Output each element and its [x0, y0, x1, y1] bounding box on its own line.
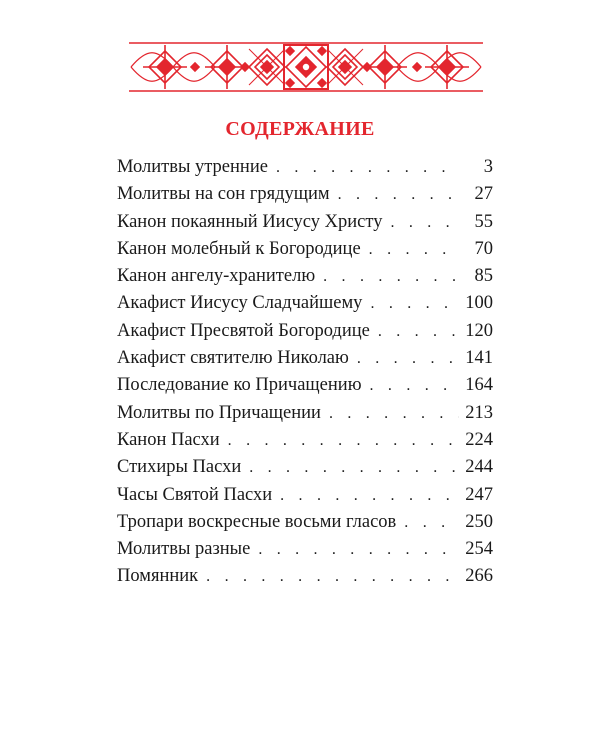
toc-entry-title: Помянник: [117, 566, 199, 587]
toc-entry-title: Акафист Пресвятой Богородице: [117, 320, 370, 341]
toc-entry: [117, 509, 493, 536]
toc-leader-dots: [276, 154, 459, 181]
toc-entry-page: 141: [465, 348, 493, 369]
toc-entry-page: 244: [465, 457, 493, 478]
toc-entry: [117, 209, 493, 236]
toc-leader-dots: [329, 400, 459, 427]
toc-entry: [117, 290, 493, 317]
toc-entry: [117, 427, 493, 454]
toc-entry: [117, 236, 493, 263]
toc-entry-page: 266: [465, 566, 493, 587]
toc-entry-title: Молитвы утренние: [117, 157, 268, 177]
toc-entry-title: Тропари воскресные восьми гласов: [117, 511, 397, 532]
toc-entry: [117, 563, 493, 590]
toc-entry-page: 3: [483, 157, 493, 177]
toc-leader-dots: [323, 263, 459, 290]
folk-ornament-border-icon: [127, 40, 485, 94]
toc-entry: [117, 318, 493, 345]
toc-entry: [117, 154, 493, 181]
toc-entry-page: 254: [465, 539, 493, 560]
toc-entry-page: 27: [474, 184, 493, 205]
toc-entry: [117, 263, 493, 290]
toc-entry-page: 120: [465, 320, 493, 341]
toc-leader-dots: [249, 454, 459, 481]
toc-leader-dots: [206, 563, 459, 590]
toc-entry-title: Канон Пасхи: [117, 429, 220, 450]
table-of-contents: [117, 154, 493, 591]
toc-leader-dots: [370, 372, 459, 399]
toc-entry-title: Акафист святителю Николаю: [117, 348, 349, 369]
toc-entry-title: Канон молебный к Богородице: [117, 238, 361, 259]
toc-entry-title: Канон покаянный Иисусу Христу: [117, 211, 383, 232]
toc-leader-dots: [370, 290, 459, 317]
toc-entry: [117, 454, 493, 481]
toc-leader-dots: [404, 509, 459, 536]
toc-leader-dots: [378, 318, 459, 345]
toc-entry: [117, 536, 493, 563]
toc-entry-title: Молитвы разные: [117, 539, 251, 560]
toc-entry-title: Стихиры Пасхи: [117, 457, 242, 478]
toc-entry: [117, 372, 493, 399]
toc-entry-title: Последование ко Причащению: [117, 375, 362, 396]
toc-entry-page: 164: [465, 375, 493, 396]
toc-leader-dots: [228, 427, 459, 454]
toc-leader-dots: [258, 536, 459, 563]
toc-entry-page: 70: [474, 238, 493, 259]
toc-leader-dots: [390, 209, 459, 236]
toc-entry: [117, 181, 493, 208]
toc-leader-dots: [338, 181, 459, 208]
toc-entry-page: 224: [465, 429, 493, 450]
toc-entry-title: Канон ангелу-хранителю: [117, 266, 316, 287]
toc-entry: [117, 400, 493, 427]
toc-leader-dots: [280, 482, 459, 509]
toc-leader-dots: [357, 345, 459, 372]
toc-entry-title: Молитвы на сон грядущим: [117, 184, 330, 205]
toc-entry-title: Часы Святой Пасхи: [117, 484, 273, 505]
toc-leader-dots: [369, 236, 459, 263]
toc-entry: [117, 482, 493, 509]
toc-entry-page: 100: [465, 293, 493, 314]
toc-entry-page: 55: [474, 211, 493, 232]
toc-entry-page: 85: [474, 266, 493, 287]
contents-heading: СОДЕРЖАНИЕ: [225, 118, 375, 140]
toc-entry-page: 247: [465, 484, 493, 505]
toc-entry-title: Молитвы по Причащении: [117, 402, 321, 423]
toc-entry-page: 213: [465, 402, 493, 423]
toc-entry-title: Акафист Иисусу Сладчайшему: [117, 293, 363, 314]
toc-entry-page: 250: [465, 511, 493, 532]
toc-entry: [117, 345, 493, 372]
